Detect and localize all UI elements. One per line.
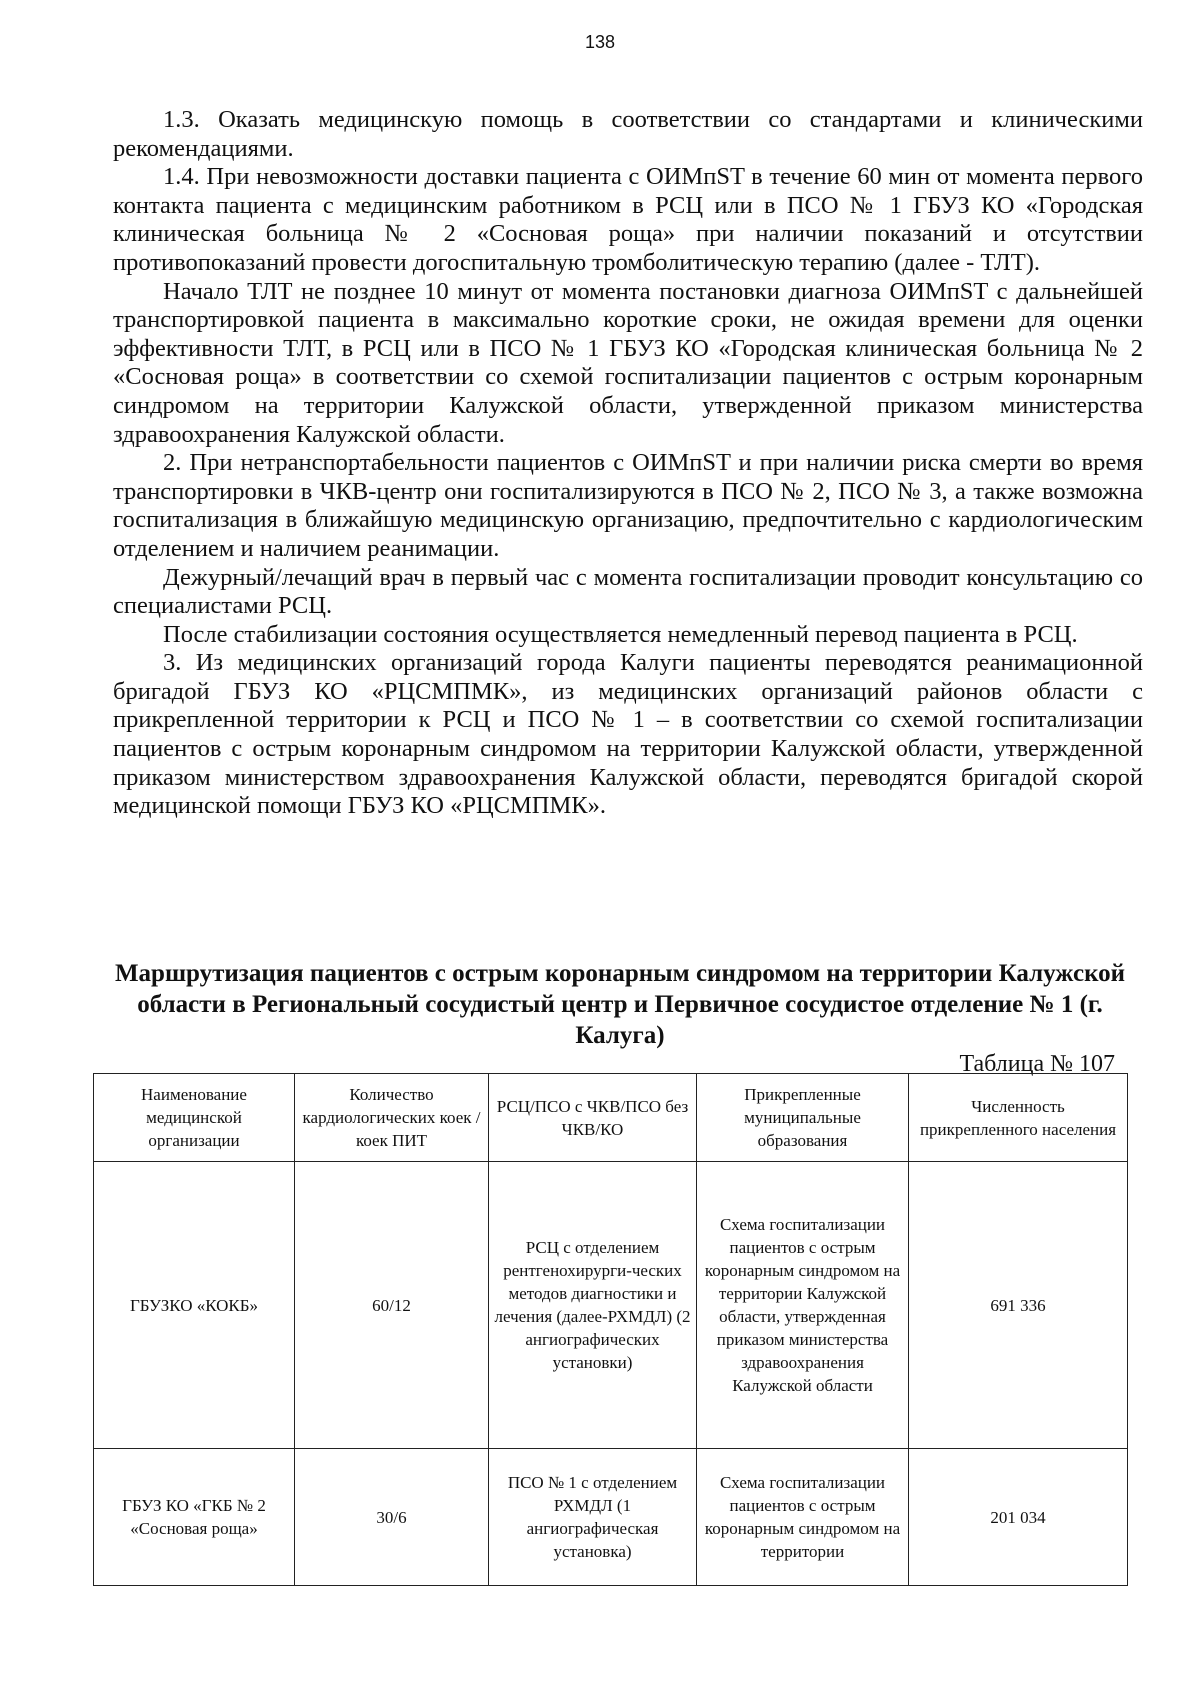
paragraph: После стабилизации состояния осуществляется немедленный перевод пациента в РСЦ. xyxy=(163,620,1078,648)
cell-population: 691 336 xyxy=(909,1162,1128,1449)
paragraph: Дежурный/лечащий врач в первый час с момента госпитализации проводит консультацию со специалистами РСЦ. xyxy=(113,563,1143,620)
page-number: 138 xyxy=(584,32,616,52)
table-header-row xyxy=(94,1074,1128,1162)
table-title: Маршрутизация пациентов с острым коронарным синдромом на территории Калужской области в Региональный сосудистый центр и Первичное сосудистое отделение № 1 (г. Калуга) xyxy=(114,960,1126,1049)
body-text xyxy=(113,106,1143,821)
cell-organization: ГБУЗКО «КОКБ» xyxy=(94,1162,295,1449)
cell-organization: ГБУЗ КО «ГКБ № 2 «Сосновая роща» xyxy=(94,1449,295,1586)
paragraph: 2. При нетранспортабельности пациентов с ОИМпST и при наличии риска смерти во время транспортировки в ЧКВ-центр они госпитализируются в ПСО № 2, ПСО № 3, а также возможна госпитализация в ближайшую медицинскую организацию, предпочтительно с кардиологическим отделением и наличием реанимации. xyxy=(113,449,1143,562)
header-beds: Количество кардиологических коек /коек ПИТ xyxy=(295,1074,489,1162)
table-row xyxy=(94,1162,1128,1449)
paragraph: Начало ТЛТ не позднее 10 минут от момента постановки диагноза ОИМпST с дальнейшей транспортировкой пациента в максимально короткие сроки, не ожидая времени для оценки эффективности ТЛТ, в РСЦ или в ПСО № 1 ГБУЗ КО «Городская клиническая больница № 2 «Сосновая роща» в соответствии со схемой госпитализации пациентов с острым коронарным синдромом на территории Калужской области, утвержденной приказом министерства здравоохранения Калужской области. xyxy=(113,277,1143,448)
table-row xyxy=(94,1449,1128,1586)
cell-center-type: РСЦ с отделением рентгенохирурги-ческих методов диагностики и лечения (далее-РХМДЛ) (2 ангиографических установки) xyxy=(489,1162,697,1449)
cell-municipalities: Схема госпитализации пациентов с острым коронарным синдромом на территории Калужской области, утвержденная приказом министерства здравоохранения Калужской области xyxy=(697,1162,909,1449)
header-population: Численность прикрепленного населения xyxy=(909,1074,1128,1162)
paragraph: 1.3. Оказать медицинскую помощь в соответствии со стандартами и клиническими рекомендациями. xyxy=(113,106,1143,162)
header-center-type: РСЦ/ПСО с ЧКВ/ПСО без ЧКВ/КО xyxy=(489,1074,697,1162)
cell-population: 201 034 xyxy=(909,1449,1128,1586)
table-caption: Таблица № 107 xyxy=(959,1051,1115,1077)
cell-center-type: ПСО № 1 с отделением РХМДЛ (1 ангиографическая установка) xyxy=(489,1449,697,1586)
cell-beds: 30/6 xyxy=(295,1449,489,1586)
cell-municipalities: Схема госпитализации пациентов с острым коронарным синдромом на территории xyxy=(697,1449,909,1586)
header-organization: Наименование медицинской организации xyxy=(94,1074,295,1162)
routing-table xyxy=(93,1073,1128,1586)
cell-beds: 60/12 xyxy=(295,1162,489,1449)
paragraph: 3. Из медицинских организаций города Калуги пациенты переводятся реанимационной бригадой ГБУЗ КО «РЦСМПМК», из медицинских организаций районов области с прикрепленной территории к РСЦ и ПСО № 1 – в соответствии со схемой госпитализации пациентов с острым коронарным синдромом на территории Калужской области, утвержденной приказом министерством здравоохранения Калужской области, переводятся бригадой скорой медицинской помощи ГБУЗ КО «РЦСМПМК». xyxy=(113,649,1143,820)
paragraph: 1.4. При невозможности доставки пациента с ОИМпST в течение 60 мин от момента первого контакта пациента с медицинским работником в РСЦ или в ПСО № 1 ГБУЗ КО «Городская клиническая больница № 2 «Сосновая роща» при наличии показаний и отсутствии противопоказаний провести догоспитальную тромболитическую терапию (далее - ТЛТ). xyxy=(113,163,1143,276)
header-municipalities: Прикрепленные муниципальные образования xyxy=(697,1074,909,1162)
